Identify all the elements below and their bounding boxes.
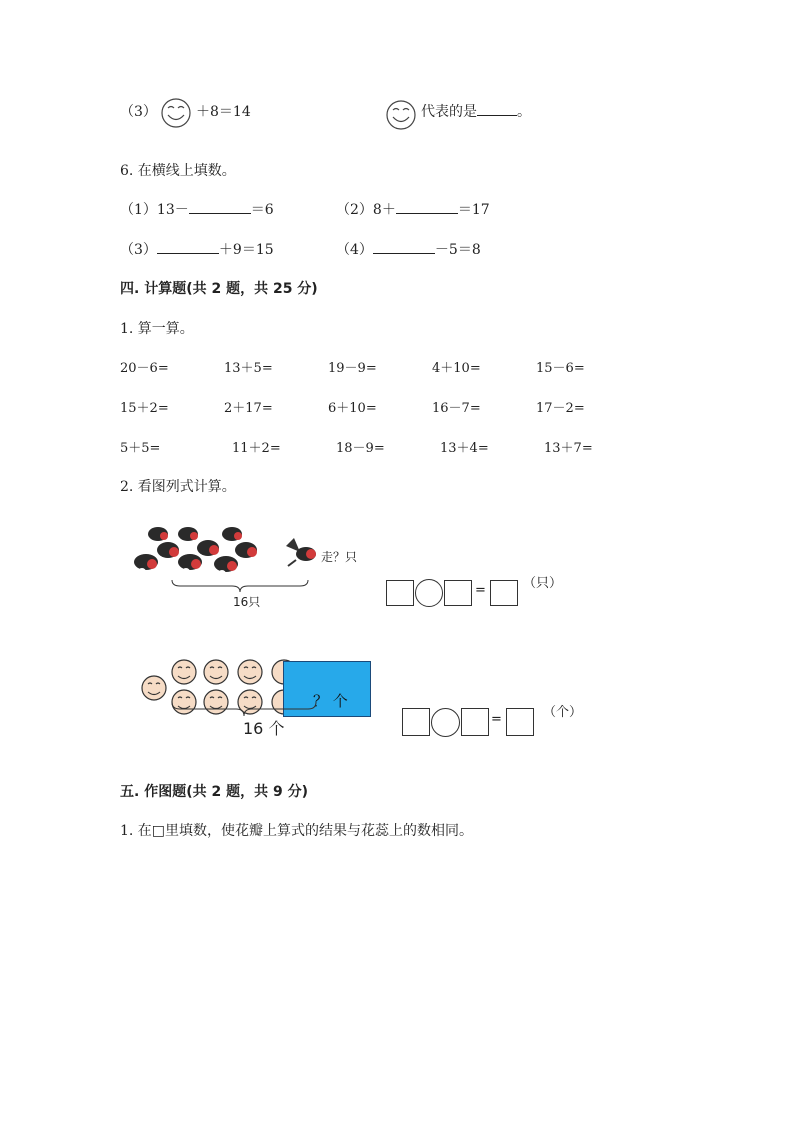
q5-item3-text: 代表的是 。 <box>421 101 531 121</box>
answer-blank[interactable] <box>373 239 435 254</box>
calc-item: 4＋10= <box>432 361 481 376</box>
calc-item: 13＋5= <box>224 361 273 376</box>
answer-box[interactable] <box>461 708 489 736</box>
calc-item: 15－6= <box>536 361 585 376</box>
calc-item: 17－2= <box>536 401 585 416</box>
birds-total-label: 16只 <box>233 595 261 609</box>
calc-item: 5＋5= <box>120 441 161 456</box>
answer-blank[interactable] <box>477 101 517 116</box>
answer-blank[interactable] <box>189 199 251 214</box>
q6-item-d: （4） －5＝8 <box>336 239 481 259</box>
answer-blank[interactable] <box>396 199 458 214</box>
answer-box[interactable] <box>386 580 414 606</box>
section-5-heading: 五. 作图题(共 2 题，共 9 分) <box>120 784 308 800</box>
operator-circle[interactable] <box>431 708 460 737</box>
calc-item: 15＋2= <box>120 401 169 416</box>
calc-item: 19－9= <box>328 361 377 376</box>
calc-item: 13＋4= <box>440 441 489 456</box>
q6-title: 6. 在横线上填数。 <box>120 163 236 179</box>
hidden-faces-label: ？ 个 <box>313 692 348 710</box>
smiley-face-icon <box>385 99 419 131</box>
equals-sign: = <box>491 712 502 727</box>
calc-item: 6＋10= <box>328 401 377 416</box>
q5-item3-equation: ＋8＝14 <box>196 104 251 120</box>
birds-unit-label: （只） <box>523 576 563 591</box>
calc-item: 18－9= <box>336 441 385 456</box>
equals-sign: = <box>475 583 486 598</box>
answer-box[interactable] <box>402 708 430 736</box>
answer-blank[interactable] <box>157 239 219 254</box>
q6-item-c: （3） ＋9＝15 <box>120 239 274 259</box>
q6-item-a: （1）13－ ＝6 <box>120 199 274 219</box>
calc-item: 2＋17= <box>224 401 273 416</box>
q5-item3-label: （3） <box>120 104 157 120</box>
calc-item: 11＋2= <box>232 441 281 456</box>
sec4-q2-title: 2. 看图列式计算。 <box>120 479 236 495</box>
calc-item: 16－7= <box>432 401 481 416</box>
flying-bird-icon <box>284 534 324 568</box>
sec4-q1-title: 1. 算一算。 <box>120 321 194 337</box>
smiley-face-icon <box>160 97 194 129</box>
answer-box[interactable] <box>444 580 472 606</box>
q6-item-b: （2）8＋ ＝17 <box>336 199 490 219</box>
sec5-q1-title: 1. 在□里填数，使花瓣上算式的结果与花蕊上的数相同。 <box>120 823 474 839</box>
bird-flock-illustration <box>128 522 268 584</box>
answer-box[interactable] <box>506 708 534 736</box>
faces-total-label: 16 个 <box>243 719 285 738</box>
answer-box[interactable] <box>490 580 518 606</box>
birds-leave-label: 走？只 <box>321 550 358 564</box>
calc-item: 20－6= <box>120 361 169 376</box>
faces-unit-label: （个） <box>543 705 583 720</box>
section-4-heading: 四. 计算题(共 2 题，共 25 分) <box>120 281 318 297</box>
calc-item: 13＋7= <box>544 441 593 456</box>
operator-circle[interactable] <box>415 579 443 607</box>
bracket-icon <box>170 578 312 594</box>
